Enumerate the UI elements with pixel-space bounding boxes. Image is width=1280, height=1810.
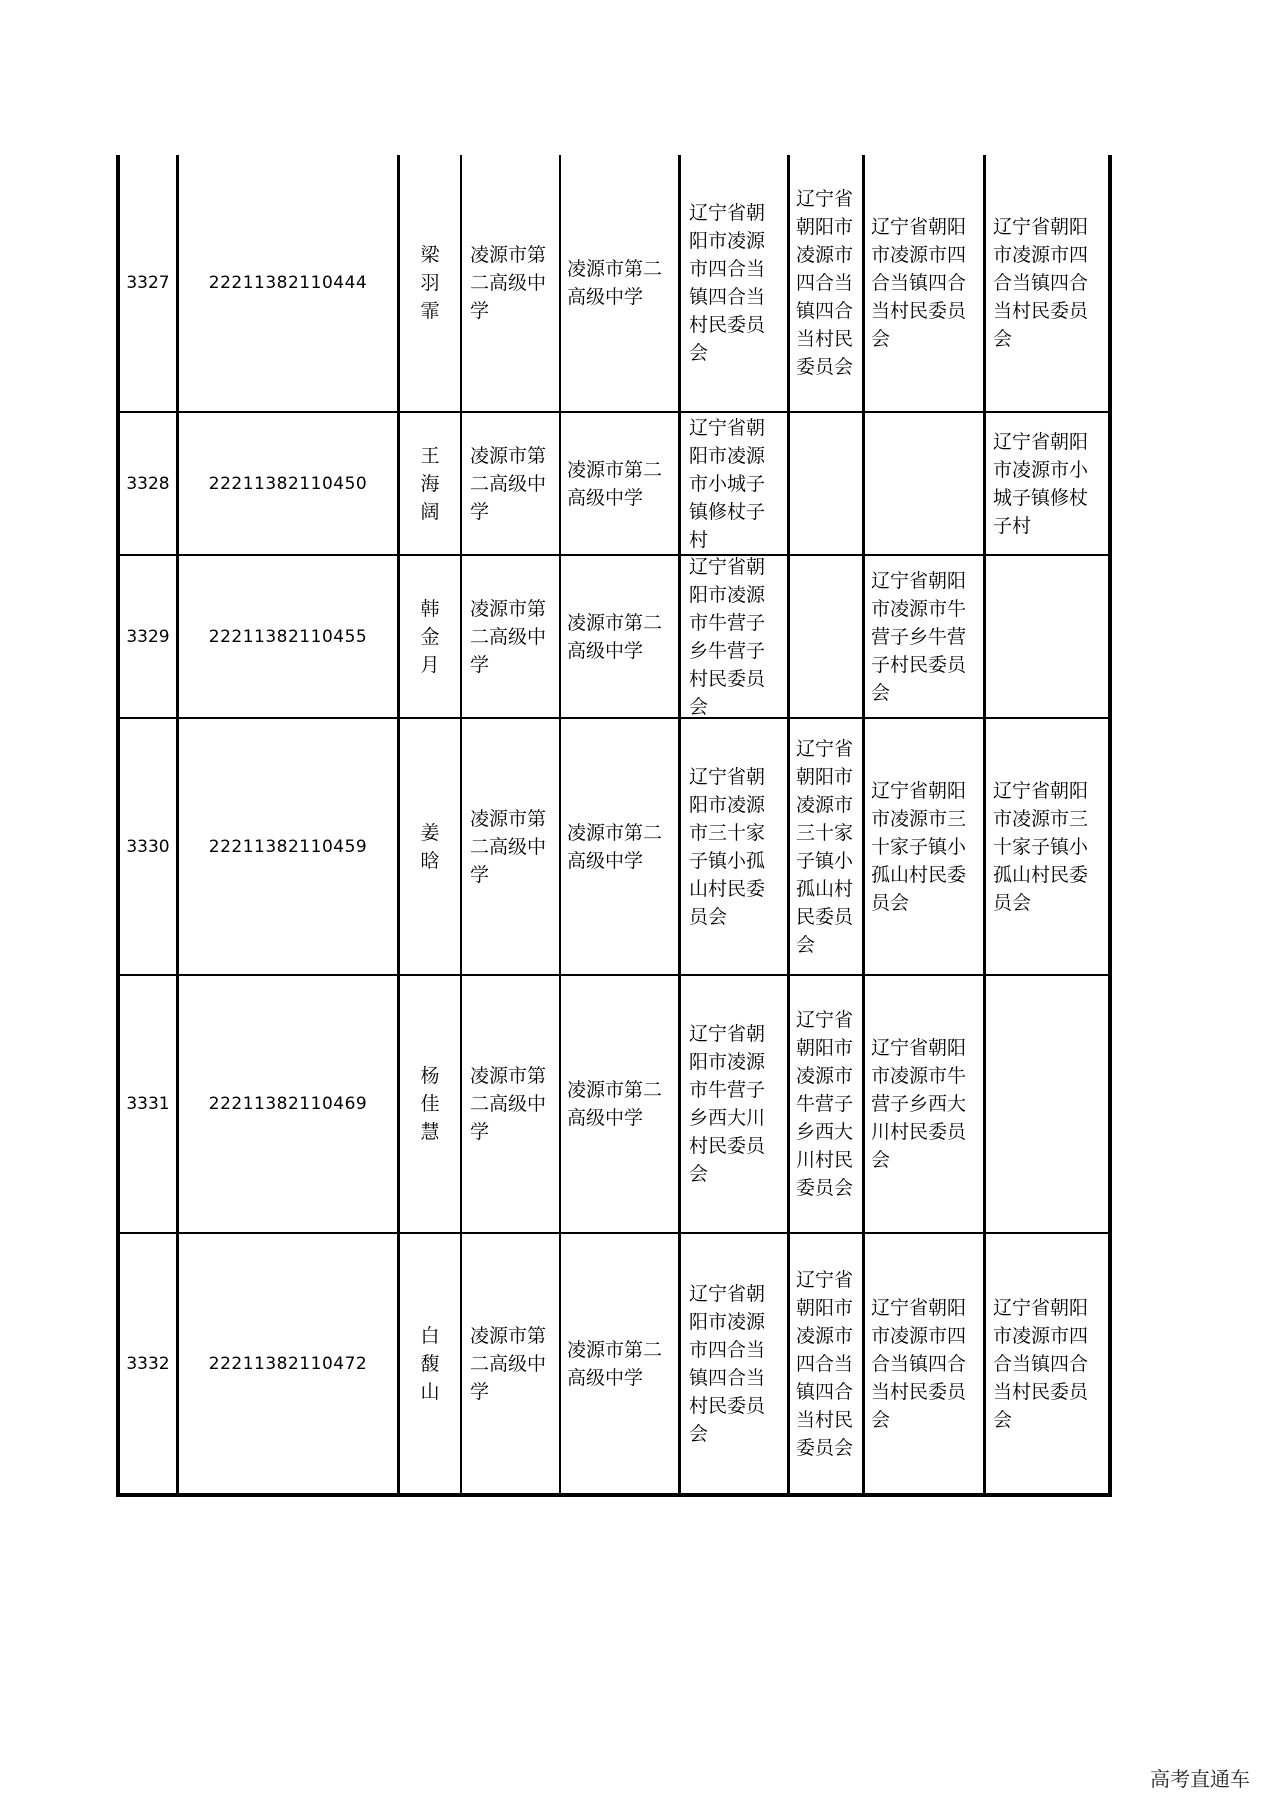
address-cell	[790, 413, 862, 554]
seq-cell: 3328	[126, 473, 170, 494]
address-cell: 辽宁省朝阳市凌源市四合当镇四合当村民委员会	[871, 216, 967, 350]
address-cell: 辽宁省朝阳市凌源市四合当镇四合当村民委员会	[871, 1296, 967, 1431]
table-row	[116, 556, 1112, 717]
address-cell: 辽宁省朝阳市凌源市四合当镇四合当村民委员会	[689, 1282, 766, 1445]
seq-cell: 3330	[126, 836, 170, 857]
address-cell: 辽宁省朝阳市凌源市牛营子乡西大川村民委员会	[689, 1023, 766, 1185]
address-cell: 辽宁省朝阳市凌源市牛营子乡牛营子村民委员会	[871, 569, 967, 704]
name-cell: 杨佳慧	[420, 1065, 440, 1143]
address-cell: 辽宁省朝阳市凌源市牛营子乡西大川村民委员会	[796, 1009, 854, 1199]
name-cell: 王海阔	[420, 444, 440, 523]
name-cell: 姜晗	[420, 821, 440, 872]
id-cell: 22211382110469	[208, 1094, 368, 1114]
address-cell	[986, 976, 1108, 1232]
id-cell: 22211382110459	[208, 836, 368, 857]
seq-cell: 3329	[126, 626, 170, 647]
watermark-text: 高考直通车	[1150, 1767, 1250, 1791]
school-cell: 凌源市第二高级中学	[567, 611, 663, 662]
name-cell: 白馥山	[420, 1324, 440, 1403]
address-cell: 辽宁省朝阳市凌源市四合当镇四合当村民委员会	[689, 202, 766, 364]
address-cell: 辽宁省朝阳市凌源市四合当镇四合当村民委员会	[796, 188, 854, 378]
seq-cell: 3331	[126, 1094, 170, 1114]
address-cell: 辽宁省朝阳市凌源市小城子镇修杖子村	[993, 430, 1089, 537]
school-cell: 凌源市第二高级中学	[470, 807, 547, 886]
table-row	[116, 413, 1112, 554]
school-cell: 凌源市第二高级中学	[567, 258, 663, 308]
address-cell	[865, 413, 983, 554]
address-cell: 辽宁省朝阳市凌源市三十家子镇小孤山村民委员会	[993, 779, 1089, 914]
address-cell: 辽宁省朝阳市凌源市三十家子镇小孤山村民委员会	[689, 765, 766, 928]
table-row	[116, 719, 1112, 974]
id-cell: 22211382110444	[208, 273, 368, 293]
school-cell: 凌源市第二高级中学	[470, 1324, 547, 1403]
address-cell: 辽宁省朝阳市凌源市四合当镇四合当村民委员会	[993, 1296, 1089, 1431]
school-cell: 凌源市第二高级中学	[470, 1065, 547, 1143]
address-cell	[986, 556, 1108, 717]
id-cell: 22211382110472	[208, 1353, 368, 1374]
school-cell: 凌源市第二高级中学	[470, 597, 547, 676]
table-row	[116, 1234, 1112, 1493]
school-cell: 凌源市第二高级中学	[470, 244, 547, 322]
school-cell: 凌源市第二高级中学	[567, 1079, 663, 1129]
table-row	[116, 155, 1112, 411]
address-cell: 辽宁省朝阳市凌源市牛营子乡牛营子村民委员会	[689, 555, 766, 718]
name-cell: 韩金月	[420, 597, 440, 676]
address-cell: 辽宁省朝阳市凌源市小城子镇修杖子村	[689, 416, 766, 551]
seq-cell: 3327	[126, 273, 170, 293]
id-cell: 22211382110455	[208, 626, 368, 647]
id-cell: 22211382110450	[208, 473, 368, 494]
address-cell: 辽宁省朝阳市凌源市四合当镇四合当村民委员会	[993, 216, 1089, 350]
school-cell: 凌源市第二高级中学	[567, 458, 663, 509]
school-cell: 凌源市第二高级中学	[567, 1338, 663, 1389]
address-cell: 辽宁省朝阳市凌源市三十家子镇小孤山村民委员会	[796, 737, 854, 956]
table-row	[116, 976, 1112, 1232]
address-cell	[790, 556, 862, 717]
address-cell: 辽宁省朝阳市凌源市三十家子镇小孤山村民委员会	[871, 779, 967, 914]
address-cell: 辽宁省朝阳市凌源市四合当镇四合当村民委员会	[796, 1268, 854, 1459]
school-cell: 凌源市第二高级中学	[567, 821, 663, 872]
name-cell: 梁羽霏	[420, 244, 440, 322]
address-cell: 辽宁省朝阳市凌源市牛营子乡西大川村民委员会	[871, 1037, 967, 1171]
seq-cell: 3332	[126, 1353, 170, 1374]
school-cell: 凌源市第二高级中学	[470, 444, 547, 523]
